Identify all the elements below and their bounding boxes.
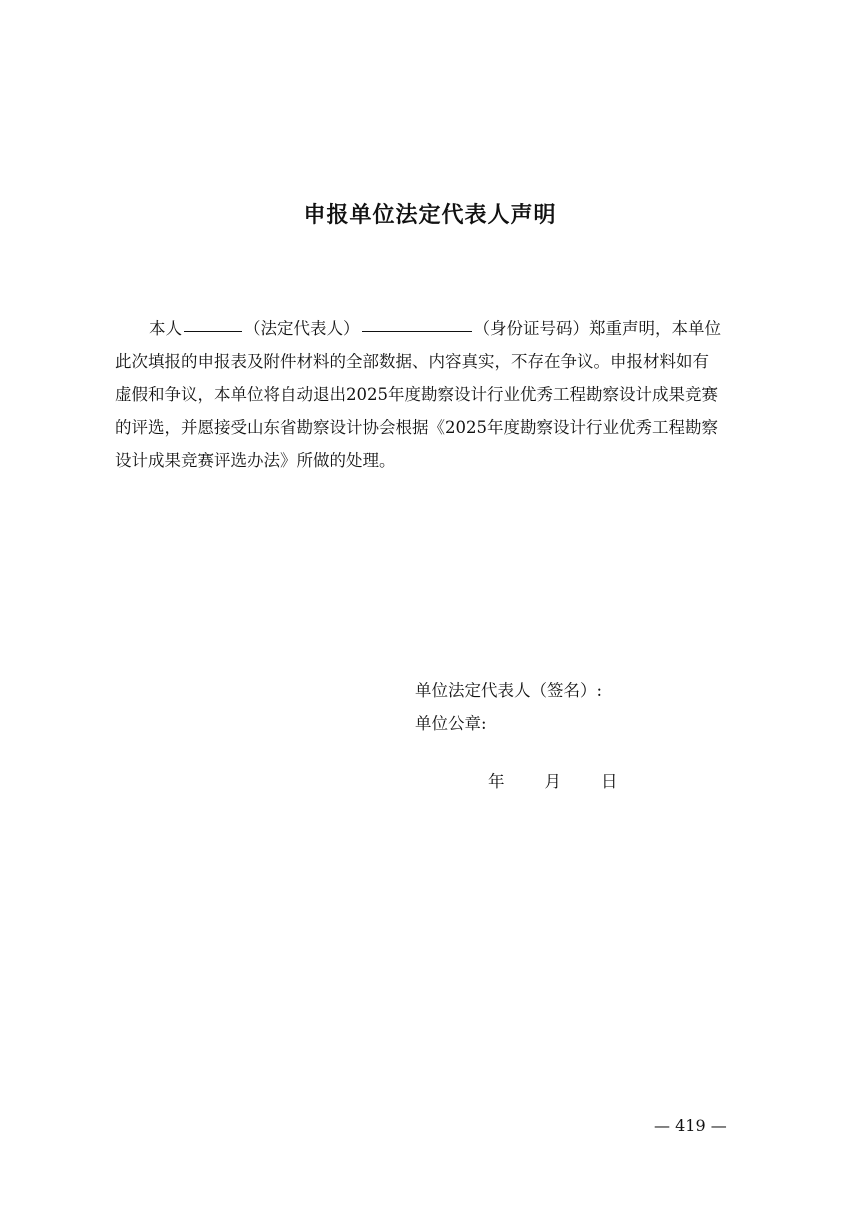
- statement-prefix: 本人: [149, 319, 182, 338]
- statement-part-2: （身份证号码）郑重声明，本单位: [473, 319, 721, 338]
- legal-representative-signature-label: 单位法定代表人（签名）:: [415, 681, 603, 700]
- date-row: [488, 768, 618, 796]
- date-year-label: 年: [488, 772, 505, 791]
- declaration-paragraph: [115, 312, 755, 477]
- legal-representative-blank[interactable]: [184, 311, 242, 332]
- document-title: 申报单位法定代表人声明: [303, 203, 557, 228]
- date-day-label: 日: [601, 772, 618, 791]
- statement-part-1: （法定代表人）: [244, 319, 360, 338]
- signature-block: [415, 674, 602, 740]
- statement-line-4: 的评选，并愿接受山东省勘察设计协会根据《2025年度勘察设计行业优秀工程勘察: [115, 418, 718, 437]
- statement-line-1: [115, 319, 721, 338]
- id-number-blank[interactable]: [362, 311, 472, 332]
- company-seal-label: 单位公章:: [415, 714, 487, 733]
- statement-line-5: 设计成果竞赛评选办法》所做的处理。: [115, 451, 396, 470]
- statement-line-2: 此次填报的申报表及附件材料的全部数据、内容真实，不存在争议。申报材料如有: [115, 352, 709, 371]
- page-number: — 419 —: [654, 1116, 727, 1135]
- statement-line-3: 虚假和争议，本单位将自动退出2025年度勘察设计行业优秀工程勘察设计成果竞赛: [115, 385, 718, 404]
- date-month-label: 月: [544, 772, 561, 791]
